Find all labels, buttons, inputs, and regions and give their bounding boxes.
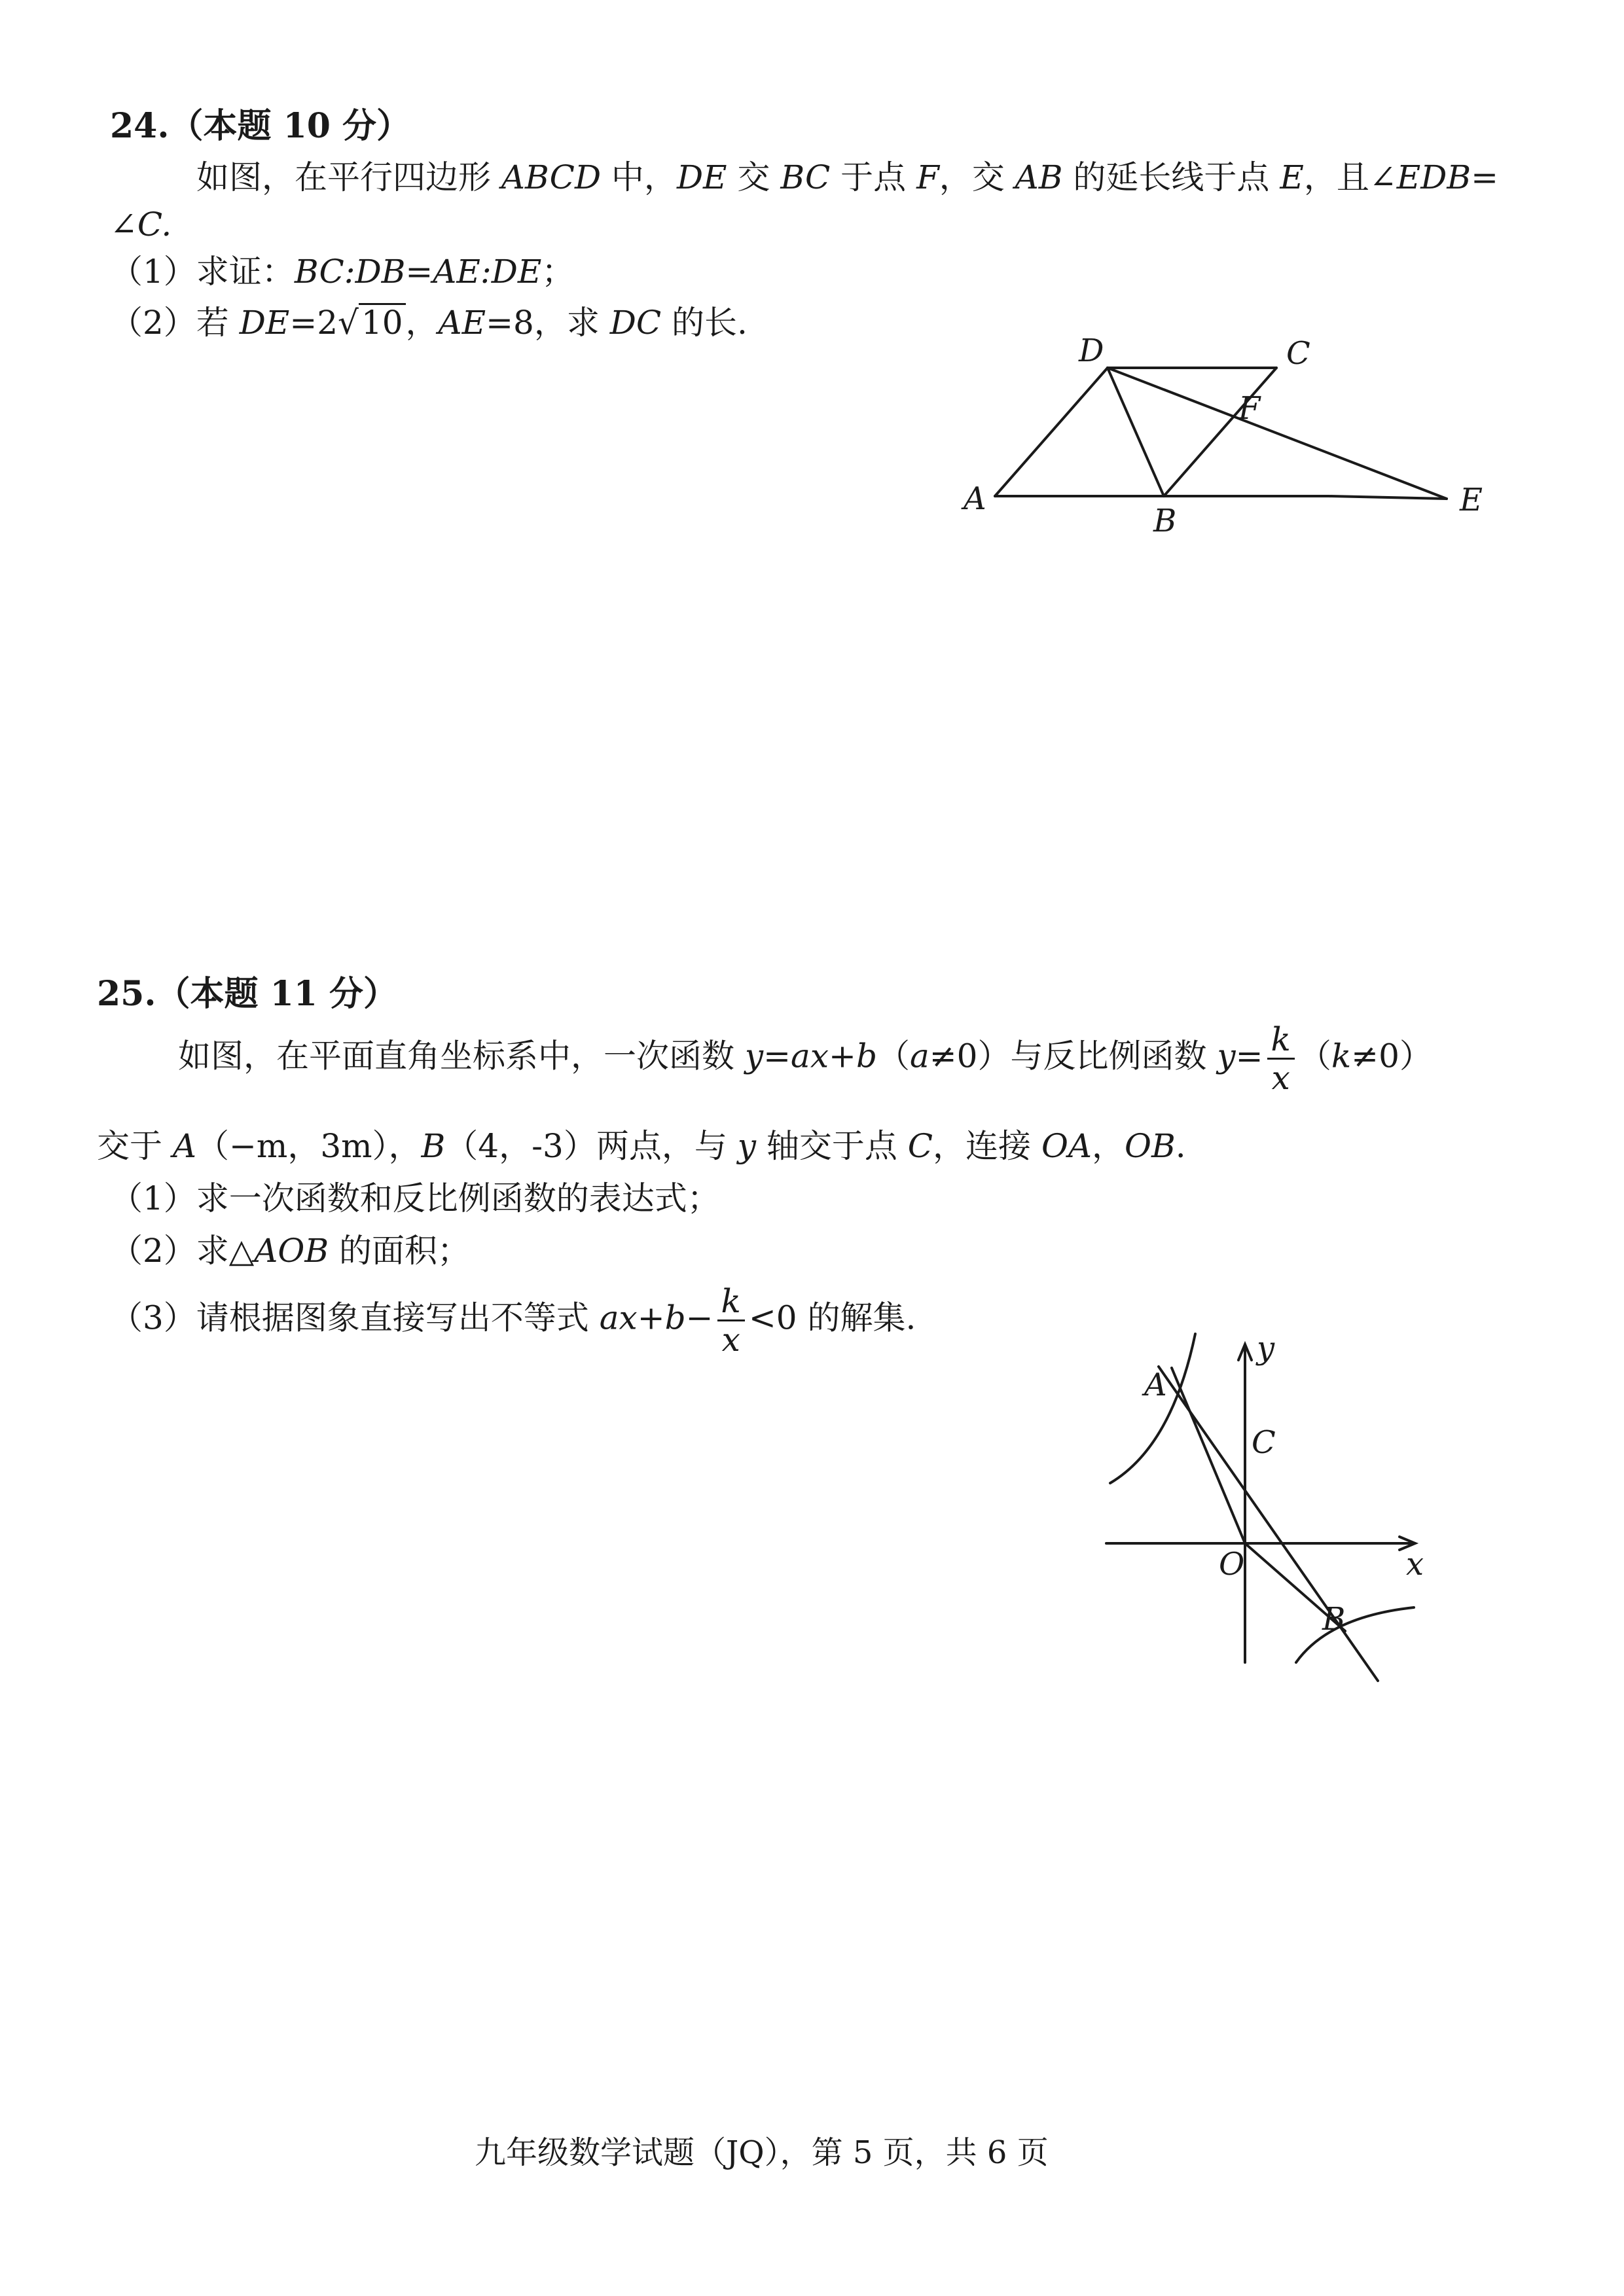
label-o: O xyxy=(1219,1546,1245,1583)
label-b: B xyxy=(1322,1601,1346,1638)
q24-text: 中， xyxy=(601,158,677,196)
q25-intro-line2 xyxy=(97,1126,1186,1166)
q25-fraction xyxy=(1267,1021,1295,1096)
label-c: C xyxy=(1252,1424,1276,1461)
q25-number: 25. xyxy=(97,974,156,1014)
q24-text: = xyxy=(1471,158,1498,196)
q25-math: y= xyxy=(1217,1037,1263,1075)
q24-part2-dc: DC xyxy=(609,304,662,342)
q24-part2-de: DE xyxy=(239,304,290,342)
segment-be-extension xyxy=(1329,496,1447,499)
q25-math: A xyxy=(172,1127,197,1165)
q25-part2-math: AOB xyxy=(254,1232,329,1270)
q25-text: ≠0）与反比例函数 xyxy=(929,1037,1218,1075)
q24-text: ，交 xyxy=(939,158,1015,196)
q25-text: 交于 xyxy=(97,1127,173,1165)
q24-part1-suffix: ； xyxy=(541,253,575,291)
segment-oa xyxy=(1172,1368,1245,1543)
q24-intro-line2: ∠C. xyxy=(110,206,172,243)
label-c: C xyxy=(1286,335,1310,372)
q25-frac-den: x xyxy=(1271,1059,1290,1097)
q25-part3-prefix: （3）请根据图象直接写出不等式 xyxy=(110,1299,600,1337)
q25-part3-frac-den: x xyxy=(721,1321,740,1359)
q24-math: AB xyxy=(1015,158,1063,196)
q25-header xyxy=(97,966,397,1015)
label-b: B xyxy=(1153,503,1177,539)
q25-part2 xyxy=(110,1230,470,1271)
q24-part2-prefix: （2）若 xyxy=(110,304,240,342)
hyperbola-branch-lower-right xyxy=(1296,1607,1414,1662)
q25-text: ，连接 xyxy=(933,1127,1041,1165)
q25-figure xyxy=(1074,1322,1440,1689)
q25-part2-prefix: （2）求△ xyxy=(110,1232,255,1270)
q25-text: . xyxy=(1175,1127,1186,1165)
q25-math: y xyxy=(737,1127,756,1165)
segment-ad xyxy=(995,368,1108,496)
q25-part3-math: ax+b− xyxy=(599,1299,713,1337)
q24-math: E xyxy=(1280,158,1304,196)
q25-text: ， xyxy=(1092,1127,1125,1165)
q24-part1 xyxy=(110,251,574,292)
sqrt-symbol: √ xyxy=(338,304,359,342)
q25-text: （ xyxy=(876,1037,910,1075)
q25-score: （本题 11 分） xyxy=(156,974,398,1014)
q25-text: ≠0） xyxy=(1351,1037,1432,1075)
q24-text: 交 xyxy=(727,158,781,196)
q24-math: DE xyxy=(676,158,727,196)
q25-text: 如图，在平面直角坐标系中，一次函数 xyxy=(178,1037,745,1075)
page-footer: 九年级数学试题（JQ），第 5 页，共 6 页 xyxy=(475,2134,1049,2171)
segment-de xyxy=(1108,368,1447,499)
label-y: y xyxy=(1257,1330,1275,1367)
q24-part2 xyxy=(110,302,748,343)
q24-math: ABCD xyxy=(501,158,602,196)
q25-part1: （1）求一次函数和反比例函数的表达式； xyxy=(110,1179,720,1217)
q25-text: （4，-3）两点，与 xyxy=(445,1127,738,1165)
q25-part2-suffix: 的面积； xyxy=(329,1232,471,1270)
q25-part3 xyxy=(110,1283,916,1358)
label-a: A xyxy=(964,480,986,517)
q25-text: （−m，3m）， xyxy=(196,1127,422,1165)
q25-text: （ xyxy=(1298,1037,1331,1075)
q25-frac-num: k xyxy=(1267,1021,1295,1060)
q24-part2-ae-val: =8，求 xyxy=(486,304,610,342)
q24-part2-radicand: 10 xyxy=(359,303,406,340)
segment-cb xyxy=(1164,368,1276,496)
q24-part1-prefix: （1）求证： xyxy=(110,253,295,291)
q25-part3-frac-num: k xyxy=(717,1283,745,1321)
q24-math: F xyxy=(916,158,939,196)
q24-text: 如图，在平行四边形 xyxy=(196,158,501,196)
q24-header xyxy=(110,98,410,147)
q25-math: OA xyxy=(1041,1127,1092,1165)
q25-text: 轴交于点 xyxy=(755,1127,908,1165)
label-x: x xyxy=(1406,1546,1424,1583)
q25-part3-suffix: <0 的解集. xyxy=(748,1299,916,1337)
q25-math: k xyxy=(1331,1037,1352,1075)
q24-text: ，且∠ xyxy=(1303,158,1397,196)
q25-math: y=ax+b xyxy=(744,1037,877,1075)
q24-text: 于点 xyxy=(830,158,917,196)
q24-number: 24. xyxy=(110,106,170,146)
label-a: A xyxy=(1144,1367,1167,1403)
q24-math: BC xyxy=(780,158,831,196)
label-d: D xyxy=(1079,332,1104,369)
hyperbola-branch-upper-left xyxy=(1110,1334,1195,1483)
q24-part2-ae: AE xyxy=(438,304,486,342)
q25-math: OB xyxy=(1125,1127,1176,1165)
label-e: E xyxy=(1460,482,1483,518)
q25-intro-line1 xyxy=(178,1021,1432,1096)
q24-part2-suffix: 的长. xyxy=(661,304,748,342)
label-f: F xyxy=(1238,390,1261,427)
q24-figure xyxy=(936,327,1512,550)
q24-text: 的延长线于点 xyxy=(1062,158,1280,196)
q24-part1-math: BC:DB=AE:DE xyxy=(294,253,542,291)
q25-part3-fraction xyxy=(717,1283,745,1358)
q25-math: C xyxy=(907,1127,933,1165)
q25-math: B xyxy=(421,1127,446,1165)
q24-score: （本题 10 分） xyxy=(169,106,411,146)
q25-math: a xyxy=(909,1037,929,1075)
q24-part2-comma: ， xyxy=(405,304,439,342)
q24-math: EDB xyxy=(1396,158,1471,196)
q24-intro-line1 xyxy=(196,157,1498,198)
q24-part2-eq: =2 xyxy=(289,304,338,342)
